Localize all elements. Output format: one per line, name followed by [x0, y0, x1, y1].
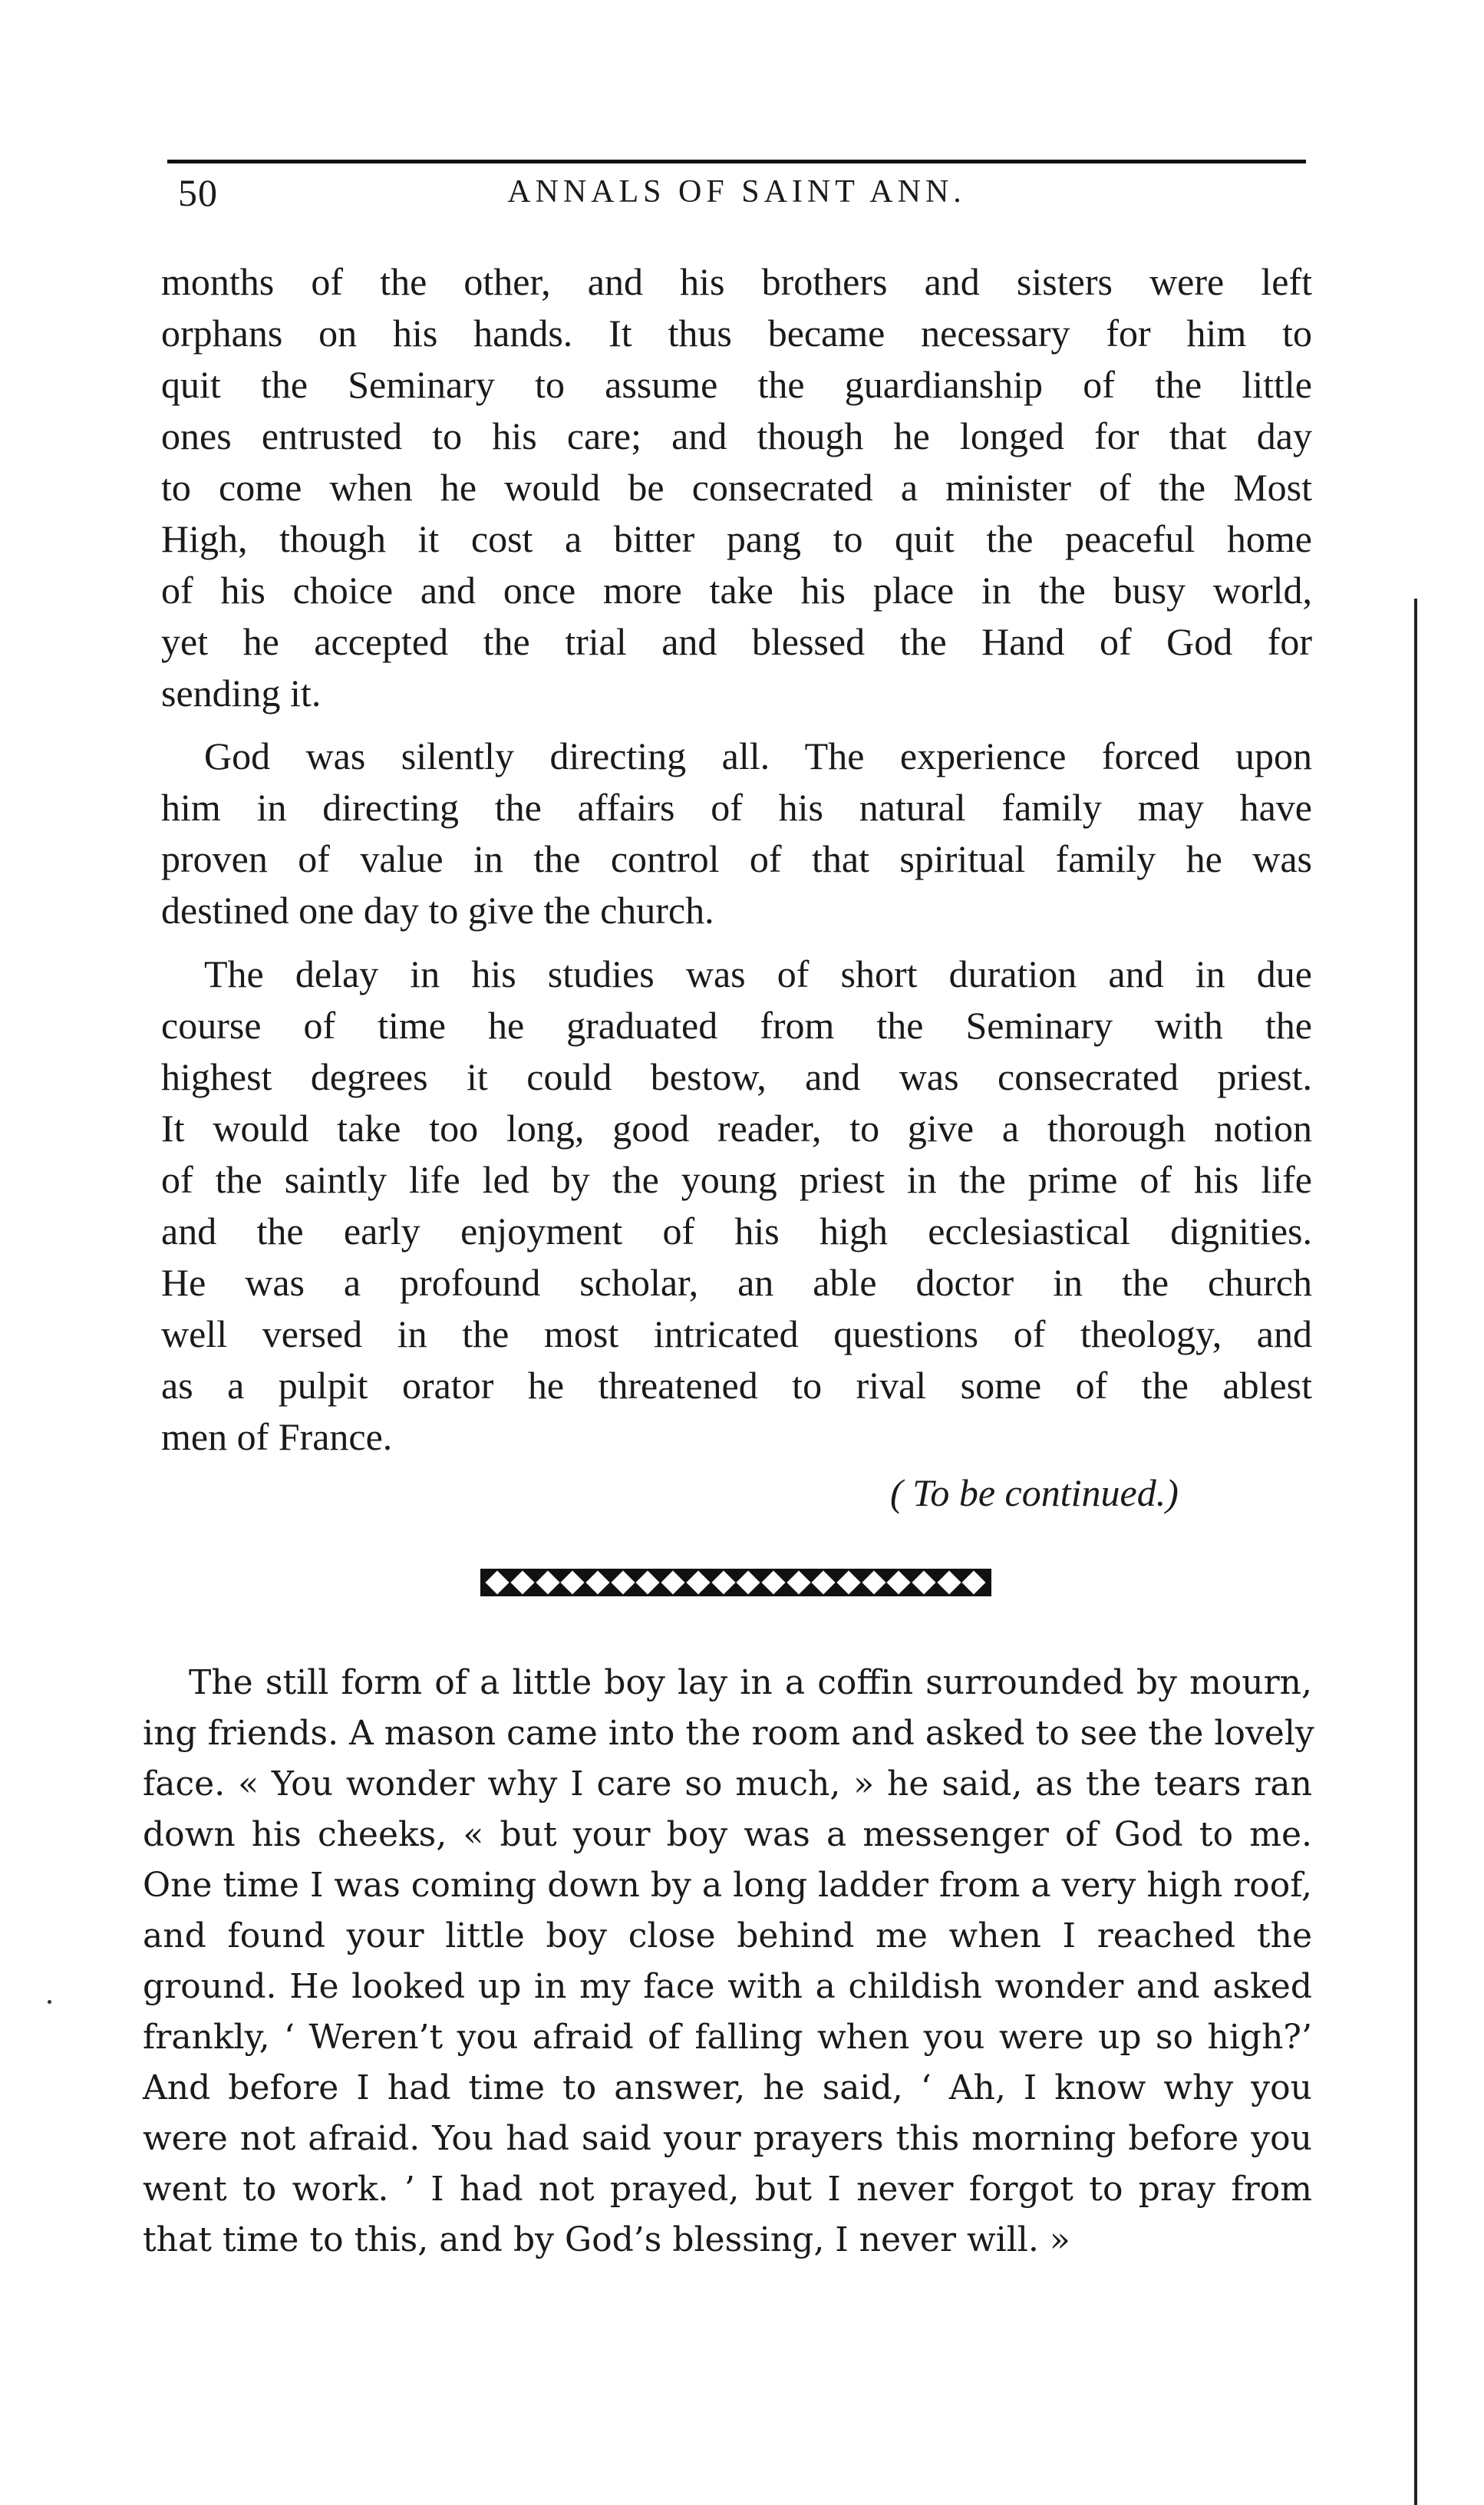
text-line: ing friends. A mason came into the room and asked to see the lovely	[143, 1714, 1314, 1753]
text-line: ground. He looked up in my face with a childish wonder and asked	[143, 1967, 1312, 2006]
text-line: The still form of a little boy lay in a coffin surrounded by mourn,	[189, 1663, 1312, 1702]
text-line: that time to this, and by God’s blessing, I never will. »	[143, 2220, 1070, 2259]
text-line: course of time he graduated from the Seminary with the	[161, 1004, 1312, 1047]
running-header	[167, 170, 1306, 224]
text-line: men of France.	[161, 1415, 393, 1458]
text-line: sending it.	[161, 672, 322, 715]
text-line: High, though it cost a bitter pang to quit the peaceful home	[161, 517, 1312, 560]
text-line: and the early enjoyment of his high ecclesiastical dignities.	[161, 1210, 1312, 1252]
text-line: highest degrees it could bestow, and was consecrated priest.	[161, 1055, 1312, 1098]
text-line: him in directing the affairs of his natural family may have	[161, 786, 1312, 829]
text-line: yet he accepted the trial and blessed the Hand of God for	[161, 620, 1312, 663]
text-line: God was silently directing all. The experience forced upon	[204, 734, 1312, 777]
text-line: frankly, ‘ Weren’t you afraid of falling when you were up so high?’	[143, 2018, 1312, 2057]
text-line: proven of value in the control of that spiritual family he was	[161, 837, 1312, 880]
text-line: went to work. ’ I had not prayed, but I never forgot to pray from	[143, 2170, 1312, 2209]
text-line: The delay in his studies was of short duration and in due	[204, 952, 1312, 995]
text-line: He was a profound scholar, an able doctor in the church	[161, 1261, 1312, 1304]
running-title: ANNALS OF SAINT ANN.	[507, 174, 966, 210]
text-line: of the saintly life led by the young priest in the prime of his life	[161, 1158, 1312, 1201]
text-line: down his cheeks, « but your boy was a messenger of God to me.	[143, 1815, 1312, 1854]
text-line: And before I had time to answer, he said, ‘ Ah, I know why you	[143, 2068, 1312, 2107]
binding-edge-line	[1414, 599, 1417, 2505]
header-rule	[167, 160, 1306, 163]
text-line: ones entrusted to his care; and though he longed for that day	[161, 414, 1312, 457]
text-line: well versed in the most intricated questions of theology, and	[161, 1312, 1312, 1355]
ornamental-divider	[480, 1569, 991, 1596]
text-line: destined one day to give the church.	[161, 889, 714, 932]
text-line: quit the Seminary to assume the guardianship of the little	[161, 363, 1312, 406]
text-line: One time I was coming down by a long ladder from a very high roof,	[143, 1866, 1312, 1905]
text-line: face. « You wonder why I care so much, » he said, as the tears ran	[143, 1764, 1312, 1804]
text-line: as a pulpit orator he threatened to rival some of the ablest	[161, 1364, 1312, 1407]
text-line: to come when he would be consecrated a minister of the Most	[161, 466, 1312, 509]
text-line: It would take too long, good reader, to give a thorough notion	[161, 1107, 1312, 1150]
text-line: of his choice and once more take his place in the busy world,	[161, 569, 1312, 612]
to-be-continued-note: ( To be continued.)	[890, 1471, 1179, 1514]
page-number: 50	[178, 171, 218, 214]
text-line: months of the other, and his brothers and sisters were left	[161, 260, 1312, 303]
text-line: were not afraid. You had said your prayers this morning before you	[143, 2119, 1312, 2158]
text-line: orphans on his hands. It thus became necessary for him to	[161, 312, 1312, 355]
scan-speck	[48, 2000, 51, 2004]
text-line: and found your little boy close behind me when I reached the	[143, 1916, 1312, 1955]
